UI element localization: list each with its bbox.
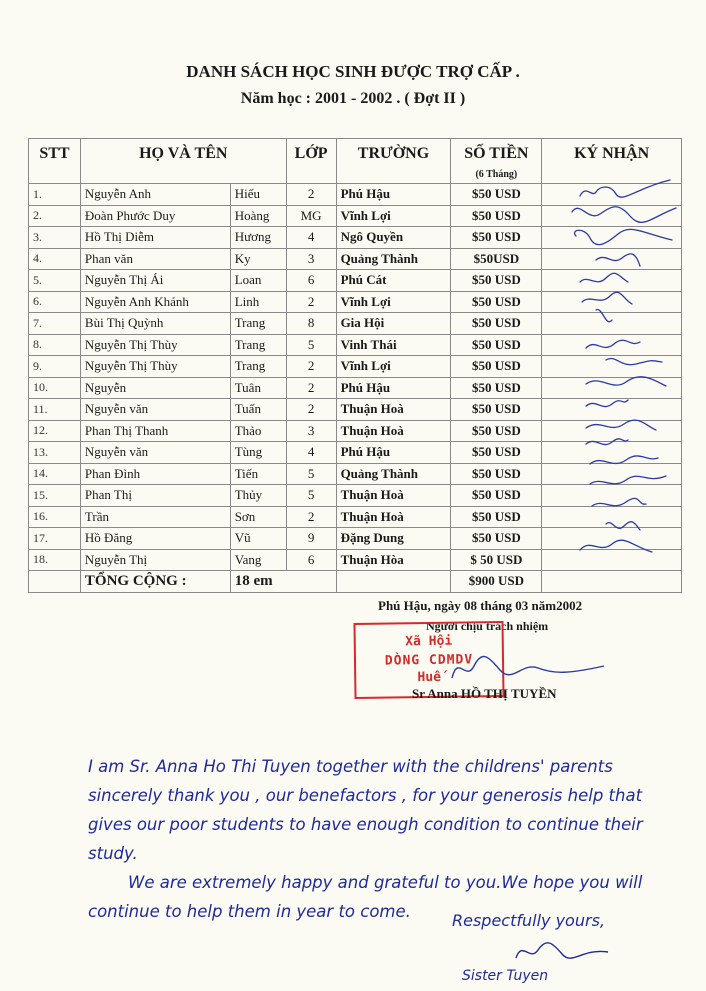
row-given-name: Thủy bbox=[230, 485, 286, 507]
row-school: Thuận Hòa bbox=[336, 549, 451, 571]
row-amount: $50 USD bbox=[451, 377, 542, 399]
row-given-name: Loan bbox=[230, 270, 286, 292]
row-given-name: Tùng bbox=[230, 442, 286, 464]
row-surname: Nguyễn Thị Thùy bbox=[80, 334, 230, 356]
row-school: Ngô Quyền bbox=[336, 227, 451, 249]
signature-15 bbox=[590, 476, 666, 484]
row-school: Phú Hậu bbox=[336, 442, 451, 464]
row-grade: 2 bbox=[286, 377, 336, 399]
row-surname: Đoàn Phước Duy bbox=[80, 205, 230, 227]
row-amount: $50 USD bbox=[451, 227, 542, 249]
letter-closing: Respectfully yours, bbox=[452, 911, 605, 930]
row-amount: $50 USD bbox=[451, 334, 542, 356]
letter-signature-name: Sister Tuyen bbox=[462, 968, 549, 984]
signature-6 bbox=[582, 292, 632, 304]
row-school: Thuận Hoà bbox=[336, 420, 451, 442]
row-surname: Nguyễn văn bbox=[80, 399, 230, 421]
row-surname: Hồ Đăng bbox=[80, 528, 230, 550]
col-header-grade: LỚP bbox=[286, 139, 336, 184]
row-grade: 2 bbox=[286, 184, 336, 206]
responsible-signature bbox=[448, 648, 608, 688]
col-header-stt: STT bbox=[29, 139, 81, 184]
row-stt: 17. bbox=[29, 528, 81, 550]
letter-paragraph-1: I am Sr. Anna Ho Thi Tuyen together with the childrens' parents sincerely thank you , our benefactors , for your generosis help that gives our poor students to have enough condition to continue their study. bbox=[88, 757, 643, 863]
row-school: Vinh Thái bbox=[336, 334, 451, 356]
row-amount: $50 USD bbox=[451, 506, 542, 528]
col-header-amount bbox=[451, 139, 542, 184]
signature-4 bbox=[596, 254, 640, 266]
row-grade: 3 bbox=[286, 248, 336, 270]
school-year: Năm học : 2001 - 2002 . ( Đợt II ) bbox=[240, 90, 466, 107]
row-given-name: Hiếu bbox=[230, 184, 286, 206]
row-stt: 9. bbox=[29, 356, 81, 378]
row-stt: 7. bbox=[29, 313, 81, 335]
row-surname: Nguyễn văn bbox=[80, 442, 230, 464]
signature-13 bbox=[586, 439, 628, 445]
signature-18 bbox=[580, 540, 652, 552]
row-school: Quảng Thành bbox=[336, 463, 451, 485]
row-grade: 6 bbox=[286, 270, 336, 292]
total-amount: $900 USD bbox=[451, 571, 542, 593]
row-surname: Nguyễn Anh Khánh bbox=[80, 291, 230, 313]
signature-16 bbox=[592, 498, 646, 506]
signature-2 bbox=[572, 207, 676, 223]
signature-9 bbox=[606, 358, 662, 364]
row-grade: 6 bbox=[286, 549, 336, 571]
signer-name: Sr Anna HỒ THỊ TUYỀN bbox=[412, 686, 557, 701]
row-grade: 5 bbox=[286, 485, 336, 507]
col-header-amount-label: SỐ TIỀN bbox=[464, 145, 529, 162]
recipient-signatures bbox=[566, 178, 686, 568]
row-amount: $50 USD bbox=[451, 399, 542, 421]
stamp-line2: DÒNG CDMDV bbox=[384, 652, 474, 669]
handwritten-letter bbox=[88, 752, 688, 926]
row-surname: Phan Đình bbox=[80, 463, 230, 485]
row-school: Phú Cát bbox=[336, 270, 451, 292]
row-stt: 8. bbox=[29, 334, 81, 356]
row-school: Thuận Hoà bbox=[336, 485, 451, 507]
row-grade: 4 bbox=[286, 442, 336, 464]
col-header-signature: KÝ NHẬN bbox=[542, 139, 682, 184]
signature-1 bbox=[580, 180, 670, 197]
stamp-line1: Xã Hội bbox=[405, 633, 453, 650]
row-surname: Phan Thị bbox=[80, 485, 230, 507]
place-date: Phú Hậu, ngày 08 tháng 03 năm2002 bbox=[378, 598, 583, 613]
row-given-name: Trang bbox=[230, 313, 286, 335]
row-surname: Hồ Thị Diễm bbox=[80, 227, 230, 249]
row-stt: 1. bbox=[29, 184, 81, 206]
row-stt: 18. bbox=[29, 549, 81, 571]
signature-5 bbox=[580, 273, 628, 282]
row-given-name: Ky bbox=[230, 248, 286, 270]
row-amount: $50 USD bbox=[451, 313, 542, 335]
row-stt: 5. bbox=[29, 270, 81, 292]
total-count: 18 em bbox=[230, 571, 336, 593]
row-grade: 2 bbox=[286, 506, 336, 528]
row-given-name: Vang bbox=[230, 549, 286, 571]
row-stt: 16. bbox=[29, 506, 81, 528]
row-amount: $50 USD bbox=[451, 463, 542, 485]
row-stt: 6. bbox=[29, 291, 81, 313]
row-grade: 9 bbox=[286, 528, 336, 550]
row-grade: 2 bbox=[286, 399, 336, 421]
row-school: Phú Hậu bbox=[336, 184, 451, 206]
row-grade: 5 bbox=[286, 334, 336, 356]
row-stt: 14. bbox=[29, 463, 81, 485]
signature-10 bbox=[586, 377, 666, 386]
row-stt: 12. bbox=[29, 420, 81, 442]
row-school: Gia Hội bbox=[336, 313, 451, 335]
row-stt: 13. bbox=[29, 442, 81, 464]
row-stt: 15. bbox=[29, 485, 81, 507]
row-school: Đặng Dung bbox=[336, 528, 451, 550]
row-surname: Trần bbox=[80, 506, 230, 528]
row-given-name: Hoàng bbox=[230, 205, 286, 227]
row-grade: MG bbox=[286, 205, 336, 227]
row-given-name: Tuân bbox=[230, 377, 286, 399]
row-amount: $50 USD bbox=[451, 184, 542, 206]
row-stt: 2. bbox=[29, 205, 81, 227]
row-surname: Phan văn bbox=[80, 248, 230, 270]
row-school: Thuận Hoà bbox=[336, 399, 451, 421]
signature-12 bbox=[586, 420, 656, 430]
row-given-name: Linh bbox=[230, 291, 286, 313]
row-amount: $50 USD bbox=[451, 485, 542, 507]
row-surname: Bùi Thị Quỳnh bbox=[80, 313, 230, 335]
row-given-name: Tuấn bbox=[230, 399, 286, 421]
row-stt: 11. bbox=[29, 399, 81, 421]
row-amount: $ 50 USD bbox=[451, 549, 542, 571]
signature-3 bbox=[575, 229, 672, 244]
row-given-name: Thảo bbox=[230, 420, 286, 442]
row-given-name: Sơn bbox=[230, 506, 286, 528]
table-header-row bbox=[29, 139, 682, 184]
row-amount: $50 USD bbox=[451, 420, 542, 442]
row-school: Phú Hậu bbox=[336, 377, 451, 399]
col-header-school: TRƯỜNG bbox=[336, 139, 451, 184]
total-label: TỔNG CỘNG : bbox=[80, 571, 230, 593]
row-surname: Nguyễn Thị bbox=[80, 549, 230, 571]
row-grade: 3 bbox=[286, 420, 336, 442]
row-amount: $50 USD bbox=[451, 291, 542, 313]
row-grade: 2 bbox=[286, 291, 336, 313]
row-amount: $50 USD bbox=[451, 442, 542, 464]
row-school: Vĩnh Lợi bbox=[336, 205, 451, 227]
col-header-amount-note: (6 Tháng) bbox=[475, 169, 518, 180]
row-given-name: Trang bbox=[230, 356, 286, 378]
responsible-label: Người chịu trách nhiệm bbox=[426, 619, 549, 633]
row-grade: 2 bbox=[286, 356, 336, 378]
total-row bbox=[29, 571, 682, 593]
row-given-name: Vũ bbox=[230, 528, 286, 550]
row-amount: $50 USD bbox=[451, 528, 542, 550]
row-amount: $50 USD bbox=[451, 205, 542, 227]
stamp-line3: Huế bbox=[417, 669, 442, 686]
row-school: Thuận Hoà bbox=[336, 506, 451, 528]
letter-signature bbox=[512, 936, 612, 966]
row-grade: 8 bbox=[286, 313, 336, 335]
row-school: Vĩnh Lợi bbox=[336, 356, 451, 378]
signature-11 bbox=[586, 400, 628, 407]
row-surname: Nguyễn Thị Thùy bbox=[80, 356, 230, 378]
row-given-name: Hương bbox=[230, 227, 286, 249]
document-title: DANH SÁCH HỌC SINH ĐƯỢC TRỢ CẤP . bbox=[186, 62, 520, 81]
row-stt: 4. bbox=[29, 248, 81, 270]
letter-paragraph-2: We are extremely happy and grateful to you.We hope you will continue to help them in year to come. bbox=[88, 873, 643, 921]
row-surname: Nguyễn Anh bbox=[80, 184, 230, 206]
row-grade: 4 bbox=[286, 227, 336, 249]
row-given-name: Trang bbox=[230, 334, 286, 356]
row-amount: $50 USD bbox=[451, 270, 542, 292]
signature-8 bbox=[586, 340, 640, 348]
row-surname: Phan Thị Thanh bbox=[80, 420, 230, 442]
col-header-name: HỌ VÀ TÊN bbox=[80, 139, 286, 184]
row-surname: Nguyễn bbox=[80, 377, 230, 399]
row-school: Vĩnh Lợi bbox=[336, 291, 451, 313]
row-given-name: Tiến bbox=[230, 463, 286, 485]
signature-17 bbox=[606, 522, 640, 530]
row-stt: 3. bbox=[29, 227, 81, 249]
row-amount: $50USD bbox=[451, 248, 542, 270]
signature-14 bbox=[590, 456, 658, 464]
row-grade: 5 bbox=[286, 463, 336, 485]
row-stt: 10. bbox=[29, 377, 81, 399]
row-school: Quảng Thành bbox=[336, 248, 451, 270]
row-surname: Nguyễn Thị Ái bbox=[80, 270, 230, 292]
signature-7 bbox=[596, 310, 612, 322]
row-amount: $50 USD bbox=[451, 356, 542, 378]
